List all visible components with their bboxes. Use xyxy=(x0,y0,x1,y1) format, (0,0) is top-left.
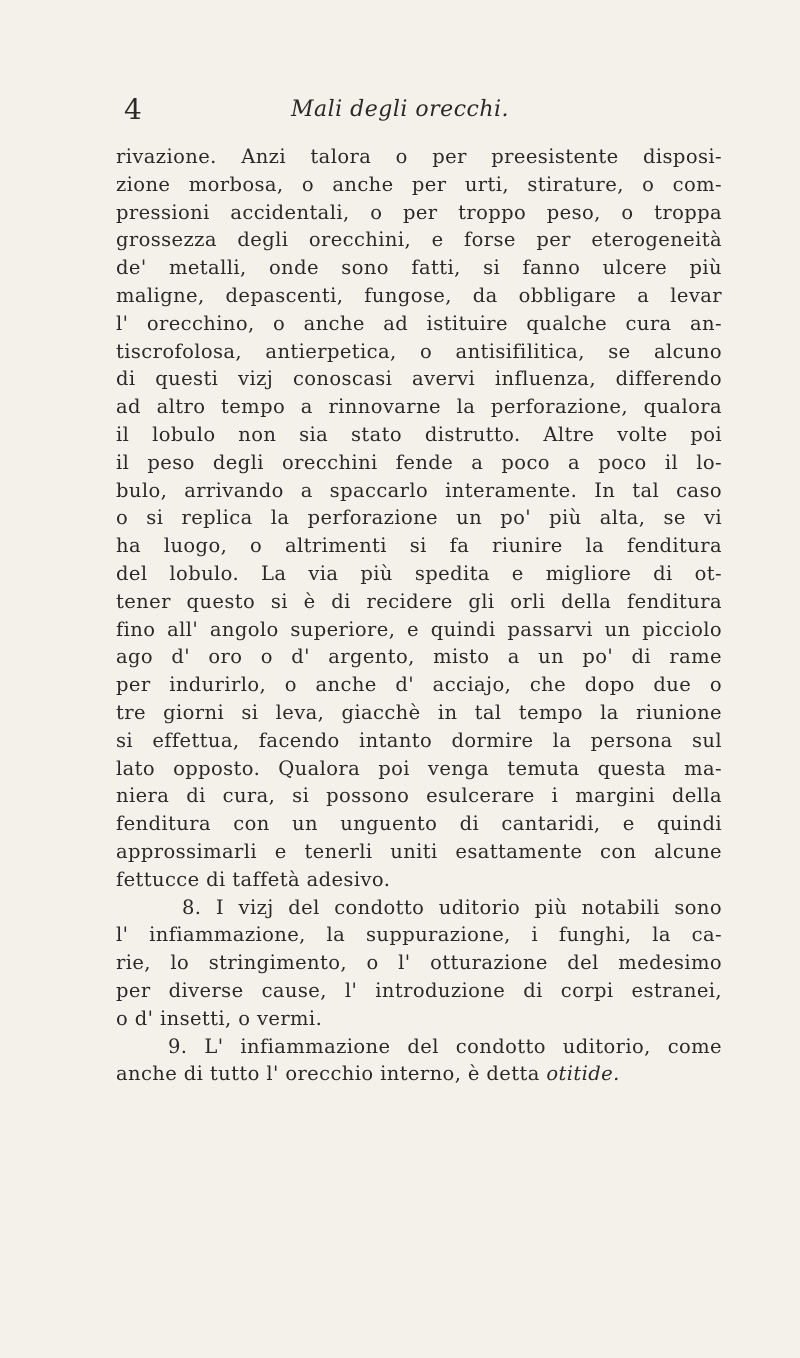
text-line: zione morbosa, o anche per urti, stirature, o com- xyxy=(116,172,722,196)
text-line: l' infiammazione, la suppurazione, i funghi, la ca- xyxy=(116,923,722,947)
text-line: grossezza degli orecchini, e forse per eterogeneità xyxy=(116,228,722,252)
text-line: ha luogo, o altrimenti si fa riunire la fenditura xyxy=(116,534,722,558)
text-line: di questi vizj conoscasi avervi influenza, differendo xyxy=(116,367,722,391)
line-text: anche di tutto l' orecchio interno, è detta xyxy=(116,1062,540,1086)
text-line: rie, lo stringimento, o l' otturazione del medesimo xyxy=(116,951,722,975)
text-line: maligne, depascenti, fungose, da obbligare a levar xyxy=(116,283,722,307)
text-line: fenditura con un unguento di cantaridi, e quindi xyxy=(116,812,722,836)
body-text xyxy=(116,143,722,1088)
text-line: del lobulo. La via più spedita e migliore di ot- xyxy=(116,561,722,585)
text-line: fettucce di taffetà adesivo. xyxy=(116,867,391,891)
text-line: per indurirlo, o anche d' acciajo, che dopo due o xyxy=(116,673,722,697)
page-header xyxy=(0,92,800,128)
text-line: ago d' oro o d' argento, misto a un po' di rame xyxy=(116,645,722,669)
text-line: ad altro tempo a rinnovarne la perforazione, qualora xyxy=(116,395,722,419)
text-line: lato opposto. Qualora poi venga temuta questa ma- xyxy=(116,756,722,780)
section-start-line: 9. L' infiammazione del condotto uditorio, come xyxy=(168,1034,722,1058)
text-line: approssimarli e tenerli uniti esattamente con alcune xyxy=(116,839,722,863)
text-line: niera di cura, si possono esulcerare i margini della xyxy=(116,784,722,808)
text-line: per diverse cause, l' introduzione di corpi estranei, xyxy=(116,978,722,1002)
text-line: pressioni accidentali, o per troppo peso, o troppa xyxy=(116,200,722,224)
section-start-line: 8. I vizj del condotto uditorio più notabili sono xyxy=(182,895,722,919)
text-line: il lobulo non sia stato distrutto. Altre volte poi xyxy=(116,422,722,446)
text-line: bulo, arrivando a spaccarlo interamente. In tal caso xyxy=(116,478,722,502)
text-line: de' metalli, onde sono fatti, si fanno ulcere più xyxy=(116,256,722,280)
text-line: tener questo si è di recidere gli orli della fenditura xyxy=(116,589,722,613)
page-number: 4 xyxy=(124,93,142,126)
text-line xyxy=(116,1060,722,1088)
text-line: o si replica la perforazione un po' più alta, se vi xyxy=(116,506,722,530)
text-line: o d' insetti, o vermi. xyxy=(116,1006,323,1030)
text-line: rivazione. Anzi talora o per preesistente disposi- xyxy=(116,145,722,168)
text-line: fino all' angolo superiore, e quindi passarvi un picciolo xyxy=(116,617,722,641)
text-line: l' orecchino, o anche ad istituire qualche cura an- xyxy=(116,311,722,335)
text-line: tiscrofolosa, antierpetica, o antisifilitica, se alcuno xyxy=(116,339,722,363)
text-line: tre giorni si leva, giacchè in tal tempo la riunione xyxy=(116,700,722,724)
text-line: il peso degli orecchini fende a poco a poco il lo- xyxy=(116,450,722,474)
running-title: Mali degli orecchi. xyxy=(290,97,510,122)
text-line: si effettua, facendo intanto dormire la persona sul xyxy=(116,728,722,752)
italic-term: otitide. xyxy=(546,1062,620,1086)
